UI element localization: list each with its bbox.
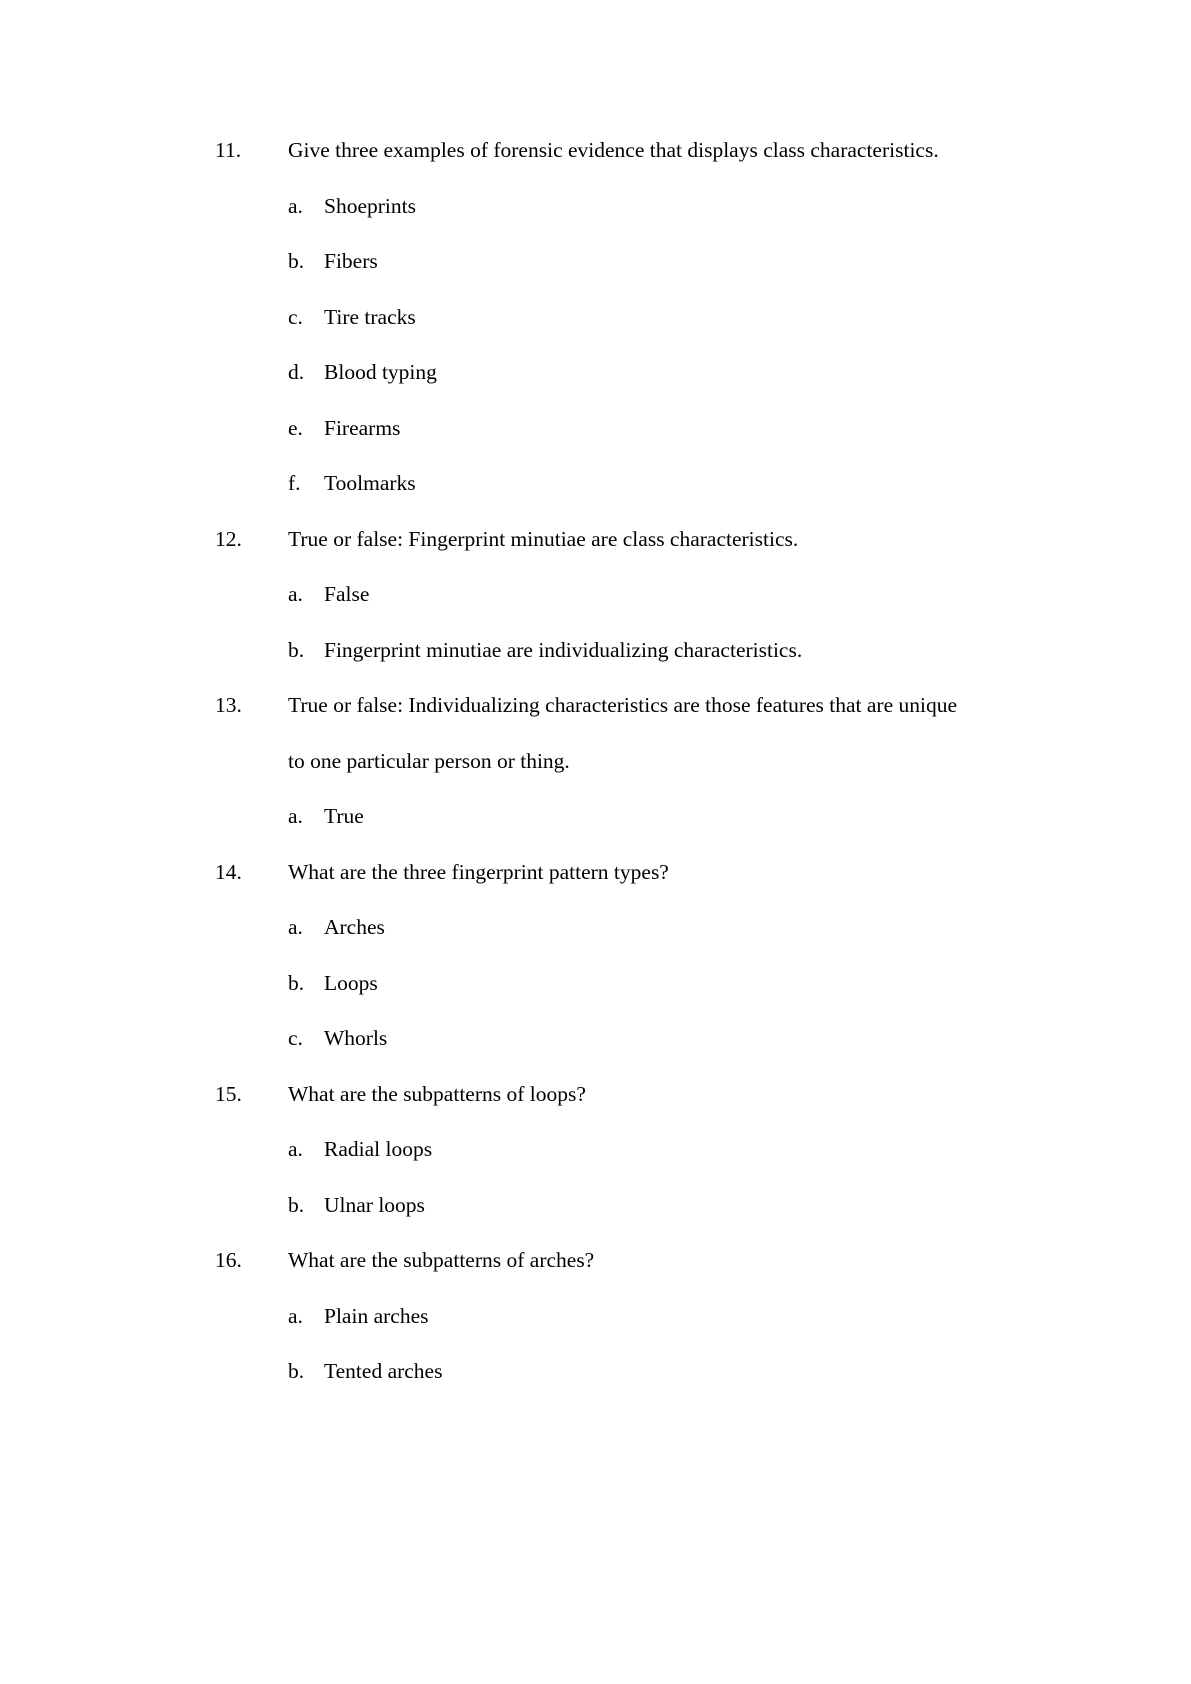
question-text: True or false: Fingerprint minutiae are class characteristics. (288, 526, 799, 551)
question-number: 16. (215, 1248, 242, 1272)
answer-letter: f. (288, 471, 301, 495)
answer-text: Shoeprints (324, 193, 416, 218)
answer-item (0, 1023, 1191, 1079)
answer-item (0, 1190, 1191, 1246)
question-line (0, 857, 1191, 913)
question-block (0, 135, 1191, 524)
answer-item (0, 191, 1191, 247)
answer-item (0, 246, 1191, 302)
answer-text: Plain arches (324, 1303, 429, 1328)
answer-item (0, 968, 1191, 1024)
question-text: Give three examples of forensic evidence that displays class characteristics. (288, 138, 939, 162)
answer-item (0, 801, 1191, 857)
question-text: What are the subpatterns of arches? (288, 1248, 595, 1272)
answer-letter: b. (288, 637, 305, 662)
answer-letter: b. (288, 970, 305, 995)
answer-item (0, 1301, 1191, 1357)
question-line (0, 690, 1191, 746)
answer-letter: e. (288, 415, 303, 440)
answer-text: Loops (324, 970, 378, 995)
question-block (0, 857, 1191, 1079)
answer-item (0, 1356, 1191, 1412)
question-continuation-line (0, 746, 1191, 802)
question-list (0, 135, 1191, 1412)
answer-letter: b. (288, 1192, 305, 1217)
question-line (0, 1079, 1191, 1135)
answer-item (0, 468, 1191, 524)
answer-item (0, 635, 1191, 691)
question-number: 11. (215, 138, 242, 162)
question-text: What are the three fingerprint pattern types? (288, 859, 669, 884)
answer-text: Toolmarks (324, 471, 416, 495)
answer-text: Firearms (324, 415, 401, 440)
answer-text: Fibers (324, 249, 378, 273)
answer-letter: a. (288, 193, 303, 218)
answer-item (0, 302, 1191, 358)
question-block (0, 524, 1191, 691)
answer-item (0, 357, 1191, 413)
answer-text: Radial loops (324, 1137, 433, 1161)
question-text: to one particular person or thing. (288, 748, 570, 773)
answer-letter: a. (288, 1303, 303, 1328)
question-number: 13. (215, 693, 242, 717)
question-block (0, 1245, 1191, 1412)
answer-letter: a. (288, 582, 303, 606)
answer-letter: a. (288, 915, 303, 939)
question-line (0, 135, 1191, 191)
answer-letter: a. (288, 1137, 303, 1161)
answer-text: Tire tracks (324, 304, 416, 329)
question-number: 14. (215, 859, 242, 884)
answer-text: Arches (324, 915, 385, 939)
question-number: 12. (215, 526, 242, 551)
answer-text: True (324, 804, 364, 828)
answer-item (0, 413, 1191, 469)
answer-item (0, 912, 1191, 968)
question-number: 15. (215, 1081, 242, 1106)
answer-letter: c. (288, 1026, 303, 1050)
answer-item (0, 1134, 1191, 1190)
question-block (0, 690, 1191, 857)
answer-letter: d. (288, 360, 305, 384)
answer-text: Blood typing (324, 360, 437, 384)
answer-item (0, 579, 1191, 635)
answer-letter: b. (288, 1359, 305, 1383)
answer-text: Tented arches (324, 1359, 443, 1383)
answer-text: Ulnar loops (324, 1192, 425, 1217)
answer-text: False (324, 582, 370, 606)
answer-text: Fingerprint minutiae are individualizing characteristics. (324, 637, 803, 662)
answer-letter: a. (288, 804, 303, 828)
question-line (0, 1245, 1191, 1301)
question-text: What are the subpatterns of loops? (288, 1081, 586, 1106)
question-text: True or false: Individualizing characteristics are those features that are unique (288, 693, 958, 717)
answer-letter: b. (288, 249, 305, 273)
question-line (0, 524, 1191, 580)
answer-letter: c. (288, 304, 303, 329)
answer-text: Whorls (324, 1026, 388, 1050)
question-block (0, 1079, 1191, 1246)
